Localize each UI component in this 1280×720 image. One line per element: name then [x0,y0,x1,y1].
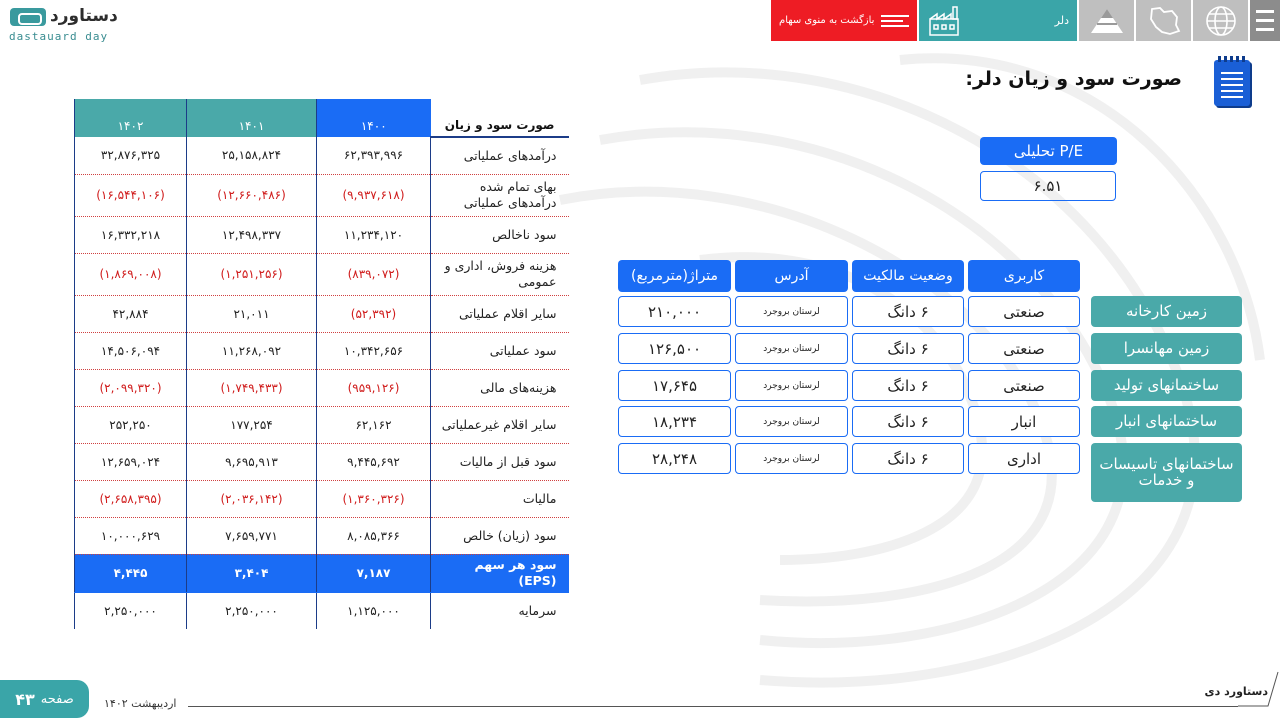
industry-button[interactable] [1079,0,1134,41]
corner-decoration [1238,670,1280,707]
hamburger-icon [881,15,909,27]
cell-value: ۱۷۷,۲۵۴ [187,406,317,443]
cell-value: ۱,۱۲۵,۰۰۰ [317,592,431,629]
cell-value: (۱,۷۴۹,۴۳۳) [187,369,317,406]
row-label: سود عملیاتی [431,332,569,369]
cell-value: ۸,۰۸۵,۳۶۶ [317,517,431,554]
cell-value: ۲۱,۰۱۱ [187,295,317,332]
page-number: ۴۳ [15,689,35,709]
cell-value: ۱۶,۳۳۲,۲۱۸ [75,216,187,253]
cell-value: ۹,۴۴۵,۶۹۲ [317,443,431,480]
row-label: سایر اقلام غیرعملیاتی [431,406,569,443]
company-tab[interactable] [919,0,1077,41]
asset-name: زمین کارخانه [1091,296,1242,327]
cell-value: ۲۵,۱۵۸,۸۲۴ [187,137,317,174]
cell-value: ۱۱,۲۳۴,۱۲۰ [317,216,431,253]
cell-value: ۲,۲۵۰,۰۰۰ [187,592,317,629]
factory-icon [927,5,961,37]
table-row [75,406,569,443]
asset-ownership-cell: ۶ دانگ [852,333,964,364]
menu-icon[interactable] [1250,0,1280,41]
pe-label: P/E تحلیلی [980,137,1117,165]
table-row [75,592,569,629]
cell-value: ۷,۱۸۷ [317,554,431,592]
asset-usage-cell: صنعتی [968,333,1080,364]
asset-address-cell: لرستان بروجرد [735,406,848,437]
iran-map-button[interactable] [1136,0,1191,41]
logo-mark-icon [10,8,46,26]
table-row [75,369,569,406]
row-label: سرمایه [431,592,569,629]
global-market-button[interactable] [1193,0,1248,41]
row-label: سود ناخالص [431,216,569,253]
asset-area-cell: ۱۸,۲۳۴ [618,406,731,437]
cell-value: ۱۲,۴۹۸,۳۳۷ [187,216,317,253]
asset-ownership-cell: ۶ دانگ [852,296,964,327]
table-row [75,137,569,174]
globe-icon [1204,4,1238,38]
back-to-stock-menu-button[interactable] [771,0,917,41]
footer-brand: دستاورد دی [1204,685,1268,698]
pe-value: ۶.۵۱ [980,171,1116,201]
page-number-badge [0,680,89,718]
row-label: هزینه فروش، اداری و عمومی [431,253,569,295]
year-header-1402: ۱۴۰۲ [75,99,187,137]
currency-label: دلر [1054,14,1069,27]
asset-area-cell: ۱۲۶,۵۰۰ [618,333,731,364]
cell-value: ۳۲,۸۷۶,۳۲۵ [75,137,187,174]
table-row [75,174,569,216]
cell-value: ۳,۴۰۴ [187,554,317,592]
table-row [75,332,569,369]
asset-usage-cell: اداری [968,443,1080,474]
asset-usage-cell: انبار [968,406,1080,437]
top-navigation [771,0,1280,41]
asset-address-cell: لرستان بروجرد [735,333,848,364]
asset-name: زمین مهانسرا [1091,333,1242,364]
table-row [75,216,569,253]
cell-value: ۱۴,۵۰۶,۰۹۴ [75,332,187,369]
asset-ownership-cell: ۶ دانگ [852,370,964,401]
table-row [75,480,569,517]
asset-area-cell: ۱۷,۶۴۵ [618,370,731,401]
cell-value: ۶۲,۱۶۲ [317,406,431,443]
row-label: سایر اقلام عملیاتی [431,295,569,332]
cell-value: (۲,۶۵۸,۳۹۵) [75,480,187,517]
row-label: بهای تمام شده درآمدهای عملیاتی [431,174,569,216]
table-row [75,253,569,295]
asset-name: ساختمانهای تاسیسات و خدمات [1091,443,1242,502]
table-row [75,517,569,554]
page-word: صفحه [40,691,74,707]
asset-address-cell: لرستان بروجرد [735,296,848,327]
table-row [75,295,569,332]
back-button-label: بازگشت به منوی سهام [779,15,875,26]
cell-value: (۵۲,۳۹۲) [317,295,431,332]
row-label: سود (زیان) خالص [431,517,569,554]
footer-divider [188,706,1238,707]
year-header-1400: ۱۴۰۰ [317,99,431,137]
cell-value: ۱۰,۰۰۰,۶۲۹ [75,517,187,554]
cell-value: ۲۵۲,۲۵۰ [75,406,187,443]
cell-value: (۹۵۹,۱۲۶) [317,369,431,406]
footer-date: اردیبهشت ۱۴۰۲ [104,697,177,710]
income-statement-header: صورت سود و زیان [431,99,569,137]
cell-value: ۶۲,۳۹۳,۹۹۶ [317,137,431,174]
page-title: صورت سود و زیان دلر: [965,68,1182,90]
row-label: سود هر سهم (EPS) [431,554,569,592]
asset-area-cell: ۲۸,۲۴۸ [618,443,731,474]
row-label: هزینه‌های مالی [431,369,569,406]
mountain-icon [1088,6,1126,36]
cell-value: ۴,۴۴۵ [75,554,187,592]
asset-name: ساختمانهای انبار [1091,406,1242,437]
cell-value: ۱۱,۲۶۸,۰۹۲ [187,332,317,369]
cell-value: (۲,۰۳۶,۱۴۲) [187,480,317,517]
usage-header: کاربری [968,260,1080,292]
asset-usage-cell: صنعتی [968,370,1080,401]
address-header: آدرس [735,260,848,292]
area-header: متراژ(مترمربع) [618,260,731,292]
cell-value: (۲,۰۹۹,۳۲۰) [75,369,187,406]
asset-name: ساختمانهای تولید [1091,370,1242,401]
cell-value: (۹,۹۳۷,۶۱۸) [317,174,431,216]
cell-value: (۱۶,۵۴۴,۱۰۶) [75,174,187,216]
income-statement-table [74,99,569,629]
cell-value: ۷,۶۵۹,۷۷۱ [187,517,317,554]
cell-value: ۲,۲۵۰,۰۰۰ [75,592,187,629]
cell-value: (۸۳۹,۰۷۲) [317,253,431,295]
cell-value: (۱,۸۶۹,۰۰۸) [75,253,187,295]
cell-value: (۱,۲۵۱,۲۵۶) [187,253,317,295]
eps-row [75,554,569,592]
asset-ownership-cell: ۶ دانگ [852,443,964,474]
asset-ownership-cell: ۶ دانگ [852,406,964,437]
ownership-header: وضعیت مالکیت [852,260,964,292]
asset-usage-cell: صنعتی [968,296,1080,327]
map-icon [1146,5,1182,37]
table-row [75,443,569,480]
notepad-icon [1214,60,1250,106]
row-label: درآمدهای عملیاتی [431,137,569,174]
cell-value: ۱۲,۶۵۹,۰۲۴ [75,443,187,480]
year-header-1401: ۱۴۰۱ [187,99,317,137]
cell-value: ۱۰,۳۴۲,۶۵۶ [317,332,431,369]
cell-value: ۹,۶۹۵,۹۱۳ [187,443,317,480]
asset-area-cell: ۲۱۰,۰۰۰ [618,296,731,327]
logo-text-en: dastauard day [9,30,109,43]
asset-address-cell: لرستان بروجرد [735,370,848,401]
brand-logo[interactable] [8,6,128,44]
asset-address-cell: لرستان بروجرد [735,443,848,474]
cell-value: (۱,۳۶۰,۳۲۶) [317,480,431,517]
cell-value: ۴۲,۸۸۴ [75,295,187,332]
row-label: سود قبل از مالیات [431,443,569,480]
cell-value: (۱۲,۶۶۰,۴۸۶) [187,174,317,216]
row-label: مالیات [431,480,569,517]
logo-text-fa: دستاورد [50,6,118,26]
